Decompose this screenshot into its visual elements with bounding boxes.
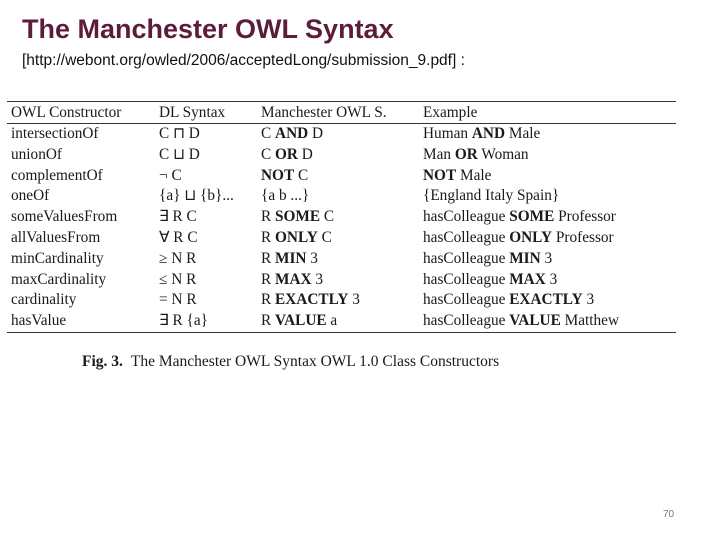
keyword: AND xyxy=(471,125,506,142)
keyword: MIN xyxy=(509,249,541,267)
text-segment: 3 xyxy=(545,270,558,288)
table-row xyxy=(7,290,676,311)
text-segment: C xyxy=(294,166,309,184)
manchester-syntax-cell xyxy=(257,145,419,166)
text-segment: hasColleague xyxy=(423,249,510,267)
table-row xyxy=(7,145,676,166)
page-number: 70 xyxy=(663,509,675,520)
text-segment: 3 xyxy=(306,249,318,267)
manchester-syntax-cell xyxy=(257,290,419,311)
keyword: MAX xyxy=(275,270,312,288)
keyword: SOME xyxy=(275,208,321,226)
dl-syntax-cell: ∃ R C xyxy=(159,208,197,226)
table-row xyxy=(7,228,676,249)
text-segment: Professor xyxy=(554,208,616,226)
dl-syntax-cell: ∀ R C xyxy=(159,228,198,246)
text-segment: hasColleague xyxy=(423,228,510,246)
keyword: NOT xyxy=(423,166,457,184)
text-segment: C xyxy=(320,208,335,226)
text-segment: Woman xyxy=(477,145,529,163)
keyword: SOME xyxy=(509,208,555,226)
example-cell xyxy=(419,166,676,187)
constructor-cell: minCardinality xyxy=(11,249,104,267)
text-segment: Matthew xyxy=(560,312,620,330)
text-segment: R xyxy=(261,291,276,309)
dl-syntax-cell: C ⊔ D xyxy=(159,145,200,163)
constructor-cell: complementOf xyxy=(11,166,103,184)
table-row xyxy=(7,166,676,187)
table-row xyxy=(7,207,676,228)
example-cell xyxy=(419,228,676,249)
dl-syntax-cell: = N R xyxy=(159,291,197,309)
example-cell xyxy=(419,270,676,291)
text-segment: R xyxy=(261,249,276,267)
text-segment: R xyxy=(261,228,276,246)
manchester-syntax-cell xyxy=(257,186,419,207)
table-row xyxy=(7,124,676,145)
manchester-syntax-cell xyxy=(257,249,419,270)
text-segment: hasColleague xyxy=(423,208,510,226)
text-segment: Male xyxy=(505,125,541,142)
caption-text: The Manchester OWL Syntax OWL 1.0 Class Constructors xyxy=(130,353,500,370)
keyword: VALUE xyxy=(275,312,327,330)
example-cell xyxy=(419,124,676,145)
example-cell xyxy=(419,311,676,332)
text-segment: R xyxy=(261,208,276,226)
text-segment: Human xyxy=(423,125,472,142)
manchester-syntax-cell xyxy=(257,166,419,187)
source-url: [http://webont.org/owled/2006/acceptedLong/submission_9.pdf] : xyxy=(22,52,465,69)
manchester-syntax-cell xyxy=(257,228,419,249)
table-header-row xyxy=(7,102,676,124)
constructor-cell: cardinality xyxy=(11,291,77,309)
keyword: ONLY xyxy=(509,228,553,246)
text-segment: D xyxy=(297,145,313,163)
table-row xyxy=(7,311,676,332)
example-cell xyxy=(419,186,676,207)
text-segment: Man xyxy=(423,145,455,163)
example-cell xyxy=(419,207,676,228)
constructor-table-figure xyxy=(7,101,676,333)
manchester-syntax-cell xyxy=(257,270,419,291)
keyword: OR xyxy=(275,145,298,163)
column-header: DL Syntax xyxy=(159,104,226,121)
manchester-syntax-cell xyxy=(257,311,419,332)
text-segment: C xyxy=(261,125,276,142)
table-row xyxy=(7,249,676,270)
constructor-cell: hasValue xyxy=(11,312,67,330)
keyword: MIN xyxy=(275,249,307,267)
slide-title: The Manchester OWL Syntax xyxy=(22,14,394,44)
constructor-cell: unionOf xyxy=(11,145,62,163)
text-segment: {a b ...} xyxy=(261,187,310,205)
keyword: MAX xyxy=(509,270,546,288)
keyword: OR xyxy=(454,145,478,163)
text-segment: R xyxy=(261,312,276,330)
keyword: VALUE xyxy=(509,312,561,330)
text-segment: 3 xyxy=(348,291,360,309)
constructor-cell: intersectionOf xyxy=(11,125,99,142)
text-segment: C xyxy=(317,228,332,246)
dl-syntax-cell: ≤ N R xyxy=(159,270,197,288)
text-segment: hasColleague xyxy=(423,291,510,309)
constructor-cell: someValuesFrom xyxy=(11,208,118,226)
dl-syntax-cell: {a} ⊔ {b}... xyxy=(159,187,234,205)
keyword: ONLY xyxy=(275,228,318,246)
text-segment: {England Italy Spain} xyxy=(423,187,560,205)
text-segment: hasColleague xyxy=(423,312,510,330)
example-cell xyxy=(419,290,676,311)
text-segment: Male xyxy=(456,166,492,184)
text-segment: hasColleague xyxy=(423,270,510,288)
dl-syntax-cell: C ⊓ D xyxy=(159,125,200,142)
keyword: NOT xyxy=(261,166,295,184)
constructor-table xyxy=(7,101,676,333)
constructor-cell: maxCardinality xyxy=(11,270,107,288)
text-segment: Professor xyxy=(552,228,614,246)
text-segment: 3 xyxy=(540,249,553,267)
dl-syntax-cell: ¬ C xyxy=(159,166,182,184)
constructor-cell: oneOf xyxy=(11,187,50,205)
dl-syntax-cell: ≥ N R xyxy=(159,249,197,267)
figure-caption xyxy=(82,353,499,371)
text-segment: R xyxy=(261,270,276,288)
constructor-cell: allValuesFrom xyxy=(11,228,101,246)
table-body xyxy=(7,124,676,333)
example-cell xyxy=(419,249,676,270)
manchester-syntax-cell xyxy=(257,124,419,145)
keyword: AND xyxy=(275,125,309,142)
figure-label: Fig. 3. xyxy=(82,353,123,370)
text-segment: D xyxy=(308,125,324,142)
keyword: EXACTLY xyxy=(275,291,349,309)
text-segment: C xyxy=(261,145,276,163)
column-header: Manchester OWL S. xyxy=(261,104,387,121)
keyword: EXACTLY xyxy=(509,291,583,309)
dl-syntax-cell: ∃ R {a} xyxy=(159,312,208,330)
column-header: OWL Constructor xyxy=(11,104,122,121)
table-row xyxy=(7,186,676,207)
text-segment: 3 xyxy=(582,291,595,309)
table-row xyxy=(7,270,676,291)
example-cell xyxy=(419,145,676,166)
text-segment: 3 xyxy=(311,270,324,288)
text-segment: a xyxy=(326,312,338,330)
column-header: Example xyxy=(423,104,478,121)
manchester-syntax-cell xyxy=(257,207,419,228)
